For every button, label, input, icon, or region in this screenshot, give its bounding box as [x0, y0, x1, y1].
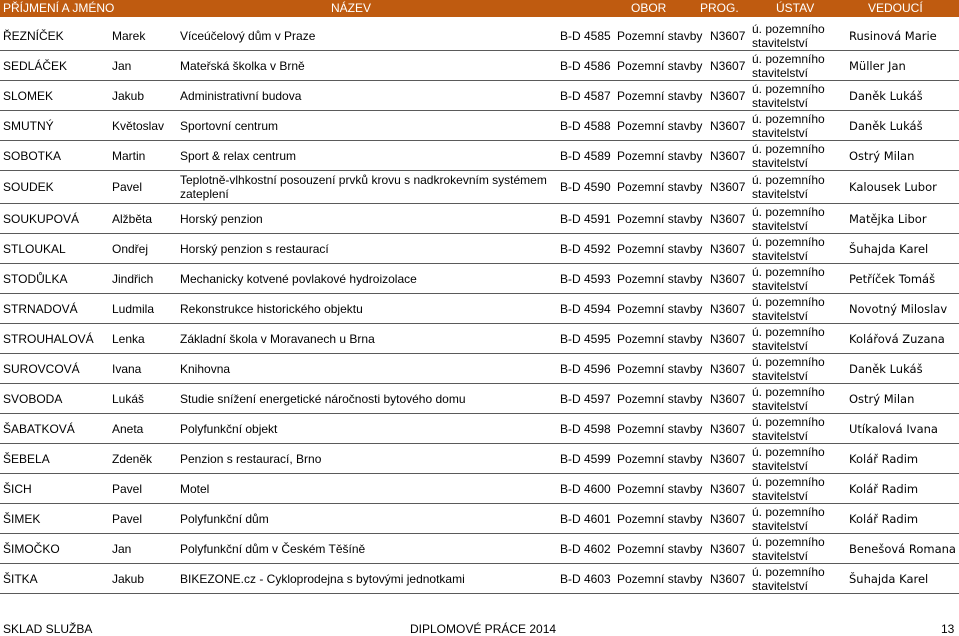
student-surname: SLOMEK	[3, 88, 54, 103]
study-program: N3607	[710, 391, 746, 406]
student-first-name: Lukáš	[112, 391, 145, 406]
student-surname: ŠABATKOVÁ	[3, 421, 75, 436]
student-surname: SOBOTKA	[3, 148, 62, 163]
table-row	[0, 294, 959, 324]
student-first-name: Martin	[112, 148, 146, 163]
field-of-study: Pozemní stavby	[617, 541, 703, 556]
supervisor: Kolář Radim	[849, 511, 919, 526]
field-of-study: Pozemní stavby	[617, 88, 703, 103]
study-program: N3607	[710, 301, 746, 316]
institute: ú. pozemního stavitelství	[752, 264, 825, 293]
field-of-study: Pozemní stavby	[617, 180, 703, 194]
table-row	[0, 204, 959, 234]
study-program: N3607	[710, 241, 746, 256]
student-surname: ŠICH	[3, 481, 32, 496]
institute: ú. pozemního stavitelství	[752, 504, 825, 533]
thesis-code: B-D 4603	[560, 571, 611, 586]
study-program: N3607	[710, 88, 746, 103]
institute: ú. pozemního stavitelství	[752, 564, 825, 593]
student-surname: STRNADOVÁ	[3, 301, 78, 316]
study-program: N3607	[710, 148, 746, 163]
study-program: N3607	[710, 58, 746, 73]
thesis-code: B-D 4601	[560, 511, 611, 526]
supervisor: Utíkalová Ivana	[849, 421, 938, 436]
student-first-name: Jakub	[112, 88, 145, 103]
footer-center: DIPLOMOVÉ PRÁCE 2014	[410, 622, 557, 636]
field-of-study: Pozemní stavby	[617, 511, 703, 526]
supervisor: Rusinová Marie	[849, 28, 937, 43]
student-first-name: Zdeněk	[112, 451, 153, 466]
thesis-code: B-D 4597	[560, 391, 611, 406]
thesis-title: BIKEZONE.cz - Cykloprodejna s bytovými jednotkami	[180, 571, 465, 586]
supervisor: Šuhajda Karel	[849, 241, 929, 256]
student-first-name: Alžběta	[112, 211, 153, 226]
thesis-code: B-D 4586	[560, 58, 611, 73]
institute: ú. pozemního stavitelství	[752, 21, 825, 50]
supervisor: Müller Jan	[849, 58, 906, 73]
table-row	[0, 324, 959, 354]
field-of-study: Pozemní stavby	[617, 118, 703, 133]
institute: ú. pozemního stavitelství	[752, 204, 825, 233]
thesis-title: Sport & relax centrum	[180, 148, 297, 163]
page-number: 13	[941, 622, 955, 636]
field-of-study: Pozemní stavby	[617, 391, 703, 406]
institute: ú. pozemního stavitelství	[752, 354, 825, 383]
study-program: N3607	[710, 28, 746, 43]
supervisor: Benešová Romana	[849, 541, 956, 556]
field-of-study: Pozemní stavby	[617, 361, 703, 376]
student-first-name: Květoslav	[112, 118, 165, 133]
student-surname: ŠIMOČKO	[3, 541, 60, 556]
institute: ú. pozemního stavitelství	[752, 111, 825, 140]
thesis-title: Studie snížení energetické náročnosti bytového domu	[180, 391, 466, 406]
header-title: NÁZEV	[331, 1, 372, 15]
study-program: N3607	[710, 511, 746, 526]
thesis-code: B-D 4585	[560, 28, 611, 43]
institute: ú. pozemního stavitelství	[752, 141, 825, 170]
institute: ú. pozemního stavitelství	[752, 324, 825, 353]
student-surname: SOUKUPOVÁ	[3, 211, 80, 226]
student-first-name: Ivana	[112, 361, 142, 376]
supervisor: Ostrý Milan	[849, 148, 915, 163]
thesis-code: B-D 4588	[560, 118, 611, 133]
field-of-study: Pozemní stavby	[617, 421, 703, 436]
student-first-name: Aneta	[112, 421, 144, 436]
thesis-code: B-D 4599	[560, 451, 611, 466]
thesis-title: Polyfunkční dům	[180, 511, 269, 526]
thesis-title: Administrativní budova	[180, 88, 302, 103]
study-program: N3607	[710, 211, 746, 226]
table-row	[0, 234, 959, 264]
thesis-title: Víceúčelový dům v Praze	[180, 28, 316, 43]
student-first-name: Pavel	[112, 481, 143, 496]
supervisor: Matějka Libor	[849, 211, 927, 226]
table-row	[0, 21, 959, 51]
field-of-study: Pozemní stavby	[617, 211, 703, 226]
table-row	[0, 564, 959, 594]
table-row	[0, 534, 959, 564]
page-footer	[0, 613, 959, 635]
thesis-title: Polyfunkční dům v Českém Těšíně	[180, 541, 366, 556]
institute: ú. pozemního stavitelství	[752, 414, 825, 443]
thesis-code: B-D 4600	[560, 481, 611, 496]
header-vedouci: VEDOUCÍ	[868, 1, 923, 15]
supervisor: Kalousek Lubor	[849, 180, 937, 194]
thesis-title: Knihovna	[180, 361, 231, 376]
field-of-study: Pozemní stavby	[617, 148, 703, 163]
header-obor: OBOR	[631, 1, 667, 15]
student-first-name: Lenka	[112, 331, 145, 346]
institute: ú. pozemního stavitelství	[752, 474, 825, 503]
thesis-title: Motel	[180, 481, 210, 496]
table-row	[0, 264, 959, 294]
table-row	[0, 444, 959, 474]
thesis-title: Mateřská školka v Brně	[180, 58, 305, 73]
study-program: N3607	[710, 541, 746, 556]
study-program: N3607	[710, 421, 746, 436]
thesis-code: B-D 4598	[560, 421, 611, 436]
institute: ú. pozemního stavitelství	[752, 51, 825, 80]
thesis-title: Penzion s restaurací, Brno	[180, 451, 322, 466]
header-name: PŘÍJMENÍ A JMÉNO	[3, 1, 115, 15]
table-row	[0, 51, 959, 81]
student-surname: STLOUKAL	[3, 241, 66, 256]
field-of-study: Pozemní stavby	[617, 58, 703, 73]
table-body	[0, 21, 959, 594]
thesis-code: B-D 4595	[560, 331, 611, 346]
thesis-code: B-D 4592	[560, 241, 611, 256]
institute: ú. pozemního stavitelství	[752, 81, 825, 110]
supervisor: Kolář Radim	[849, 481, 919, 496]
student-first-name: Jan	[112, 541, 132, 556]
study-program: N3607	[710, 361, 746, 376]
student-first-name: Jan	[112, 58, 132, 73]
thesis-code: B-D 4587	[560, 88, 611, 103]
thesis-code: B-D 4591	[560, 211, 611, 226]
footer-left: SKLAD SLUŽBA	[3, 622, 93, 636]
student-surname: ŠITKA	[3, 571, 38, 586]
header-ustav: ÚSTAV	[776, 1, 815, 15]
study-program: N3607	[710, 271, 746, 286]
table-row	[0, 81, 959, 111]
institute: ú. pozemního stavitelství	[752, 384, 825, 413]
thesis-title: Teplotně-vlhkostní posouzení prvků krovu s nadkrokevním systémem zateplení	[180, 173, 547, 201]
supervisor: Kolář Radim	[849, 451, 919, 466]
table-row	[0, 171, 959, 204]
institute: ú. pozemního stavitelství	[752, 173, 825, 201]
thesis-code: B-D 4593	[560, 271, 611, 286]
supervisor: Daněk Lukáš	[849, 88, 923, 103]
student-first-name: Pavel	[112, 180, 143, 194]
table-row	[0, 474, 959, 504]
institute: ú. pozemního stavitelství	[752, 534, 825, 563]
table-header	[0, 0, 959, 17]
student-surname: STROUHALOVÁ	[3, 331, 94, 346]
field-of-study: Pozemní stavby	[617, 28, 703, 43]
field-of-study: Pozemní stavby	[617, 451, 703, 466]
field-of-study: Pozemní stavby	[617, 571, 703, 586]
student-first-name: Jindřich	[112, 271, 154, 286]
supervisor: Daněk Lukáš	[849, 118, 923, 133]
thesis-title: Sportovní centrum	[180, 118, 279, 133]
student-surname: SEDLÁČEK	[3, 58, 68, 73]
thesis-title: Horský penzion s restaurací	[180, 241, 329, 256]
supervisor: Ostrý Milan	[849, 391, 915, 406]
thesis-code: B-D 4594	[560, 301, 611, 316]
supervisor: Šuhajda Karel	[849, 571, 929, 586]
institute: ú. pozemního stavitelství	[752, 234, 825, 263]
study-program: N3607	[710, 118, 746, 133]
field-of-study: Pozemní stavby	[617, 241, 703, 256]
study-program: N3607	[710, 481, 746, 496]
student-surname: ŠEBELA	[3, 451, 50, 466]
field-of-study: Pozemní stavby	[617, 271, 703, 286]
table-row	[0, 354, 959, 384]
table-row	[0, 504, 959, 534]
header-prog: PROG.	[700, 1, 739, 15]
field-of-study: Pozemní stavby	[617, 481, 703, 496]
student-surname: SOUDEK	[3, 180, 54, 194]
thesis-code: B-D 4590	[560, 180, 611, 194]
student-surname: ŘEZNÍČEK	[3, 28, 64, 43]
thesis-code: B-D 4602	[560, 541, 611, 556]
student-first-name: Ondřej	[112, 241, 149, 256]
supervisor: Daněk Lukáš	[849, 361, 923, 376]
institute: ú. pozemního stavitelství	[752, 444, 825, 473]
student-surname: ŠIMEK	[3, 511, 41, 526]
thesis-title: Rekonstrukce historického objektu	[180, 301, 363, 316]
thesis-code: B-D 4596	[560, 361, 611, 376]
student-first-name: Marek	[112, 28, 146, 43]
supervisor: Kolářová Zuzana	[849, 331, 945, 346]
institute: ú. pozemního stavitelství	[752, 294, 825, 323]
field-of-study: Pozemní stavby	[617, 301, 703, 316]
table-row	[0, 111, 959, 141]
student-first-name: Jakub	[112, 571, 145, 586]
thesis-title: Základní škola v Moravanech u Brna	[180, 331, 375, 346]
student-surname: STODŮLKA	[3, 271, 68, 286]
thesis-title: Horský penzion	[180, 211, 263, 226]
table-row	[0, 384, 959, 414]
student-surname: SVOBODA	[3, 391, 63, 406]
field-of-study: Pozemní stavby	[617, 331, 703, 346]
table-row	[0, 414, 959, 444]
thesis-code: B-D 4589	[560, 148, 611, 163]
thesis-title: Mechanicky kotvené povlakové hydroizolace	[180, 271, 417, 286]
student-first-name: Ludmila	[112, 301, 155, 316]
student-first-name: Pavel	[112, 511, 143, 526]
student-surname: SUROVCOVÁ	[3, 361, 80, 376]
study-program: N3607	[710, 451, 746, 466]
study-program: N3607	[710, 331, 746, 346]
study-program: N3607	[710, 180, 746, 194]
thesis-title: Polyfunkční objekt	[180, 421, 278, 436]
supervisor: Novotný Miloslav	[849, 301, 948, 316]
student-surname: SMUTNÝ	[3, 118, 54, 133]
study-program: N3607	[710, 571, 746, 586]
supervisor: Petříček Tomáš	[849, 271, 936, 286]
table-row	[0, 141, 959, 171]
